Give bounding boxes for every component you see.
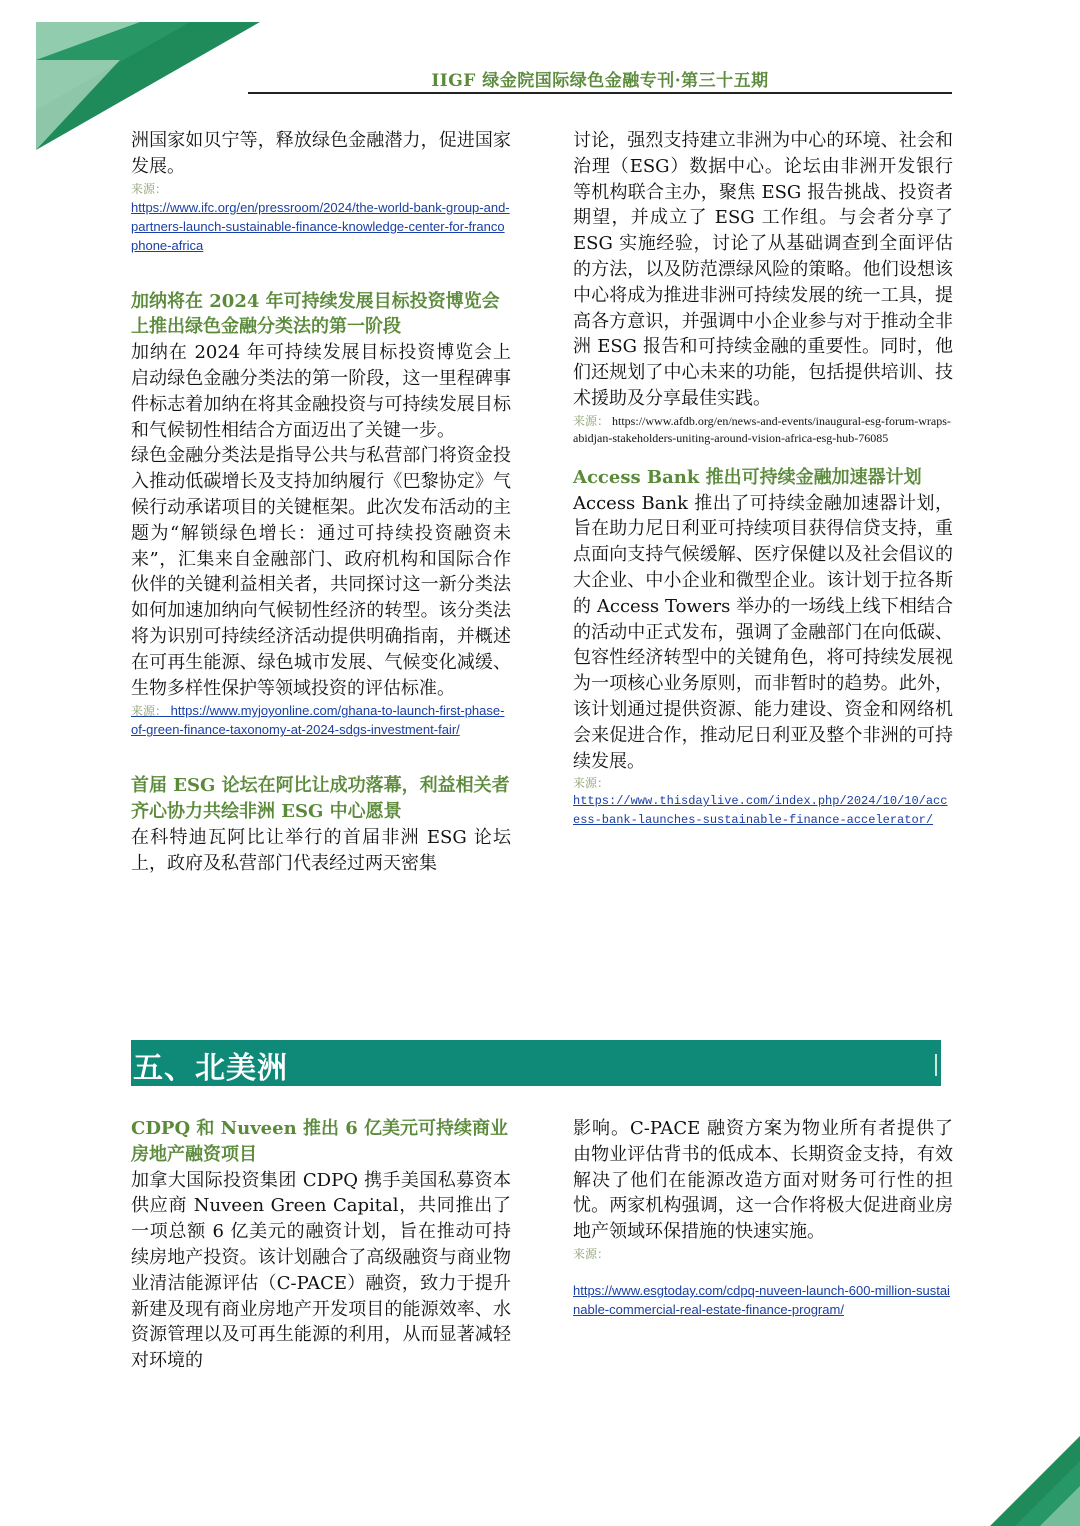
intro-paragraph: 洲国家如贝宁等，释放绿色金融潜力，促进国家发展。 — [131, 130, 511, 177]
source-link[interactable]: https://www.myjoyonline.com/ghana-to-launch-first-phase-of-green-finance-taxonomy-at-2024-sdgs-investment-fair/ — [131, 703, 505, 738]
section-title: 五、北美洲 — [133, 1051, 288, 1086]
source-label: 来源： — [573, 776, 610, 791]
section-header-bar — [131, 1040, 941, 1086]
source-label: 来源： — [131, 704, 168, 719]
corner-decoration-bottom-right — [970, 1416, 1080, 1526]
source-label: 来源： — [573, 413, 610, 428]
article-paragraph: 在科特迪瓦阿比让举行的首届非洲 ESG 论坛上，政府及私营部门代表经过两天密集 — [131, 826, 511, 874]
right-column-top — [573, 128, 953, 830]
section-bar-tick — [935, 1054, 937, 1076]
source-link[interactable]: https://www.thisdaylive.com/index.php/2024/10/10/access-bank-launches-sustainable-finance-accelerator/ — [573, 794, 948, 828]
article-paragraph: 加拿大国际投资集团 CDPQ 携手美国私募资本供应商 Nuveen Green Capital，共同推出了一项总额 6 亿美元的融资计划，旨在推动可持续房地产投资。该计划融合了高级融资与商业物业清洁能源评估（C-PACE）融资，致力于提升新建及现有商业房地产开发项目的能源效率、水资源管理以及可再生能源的利用，从而显著减轻对环境的 — [131, 1169, 511, 1372]
source-line — [573, 412, 953, 447]
source-line — [131, 701, 511, 739]
article-heading: Access Bank 推出可持续金融加速器计划 — [573, 466, 922, 488]
article-heading: 加纳将在 2024 年可持续发展目标投资博览会上推出绿色金融分类法的第一阶段 — [131, 290, 500, 338]
header-title: IIGF 绿金院国际绿色金融专刊·第三十五期 — [431, 71, 769, 91]
header-divider — [248, 92, 952, 94]
article-paragraph: 绿色金融分类法是指导公共与私营部门将资金投入推动低碳增长及支持加纳履行《巴黎协定》气候行动承诺项目的关键框架。此次发布活动的主题为“解锁绿色增长：通过可持续投资融资未来”，汇集来自金融部门、政府机构和国际合作伙伴的关键利益相关者，共同探讨这一新分类法如何加速加纳向气候韧性经济的转型。该分类法将为识别可持续经济活动提供明确指南，并概述在可再生能源、绿色城市发展、气候变化减缓、生物多样性保护等领域投资的评估标准。 — [131, 445, 511, 699]
article-paragraph: 讨论，强烈支持建立非洲为中心的环境、社会和治理（ESG）数据中心。论坛由非洲开发银行等机构联合主办，聚焦 ESG 报告挑战、投资者期望，并成立了 ESG 工作组。与会者分享了 ESG 实施经验，讨论了从基础调查到全面评估的方法，以及防范漂绿风险的策略。他们设想该中心将成为推进非洲可持续发展的统一工具，提高各方意识，并强调中小企业参与对于推动全非洲 ESG 报告和可持续金融的重要性。同时，他们还规划了中心未来的功能，包括提供培训、技术援助及分享最佳实践。 — [573, 130, 953, 409]
source-link[interactable]: https://www.afdb.org/en/news-and-events/inaugural-esg-forum-wraps-abidjan-stakeholders-uniting-around-vision-africa-esg-hub-76085 — [573, 413, 951, 445]
right-column-bottom — [573, 1116, 953, 1319]
article-paragraph: Access Bank 推出了可持续金融加速器计划，旨在助力尼日利亚可持续项目获得信贷支持，重点面向支持气候缓解、医疗保健以及社会倡议的大企业、中小企业和微型企业。该计划于拉各斯的 Access Towers 举办的一场线上线下相结合的活动中正式发布，强调了金融部门在向低碳、包容性经济转型中的关键角色，将可持续发展视为一项核心业务原则，而非暂时的趋势。此外，该计划通过提供资源、能力建设、资金和网络机会来促进合作，推动尼日利亚及整个非洲的可持续发展。 — [573, 492, 953, 772]
source-link[interactable]: https://www.ifc.org/en/pressroom/2024/the-world-bank-group-and-partners-launch-sustainable-finance-knowledge-center-for-francophone-africa — [131, 199, 510, 253]
article-paragraph: 影响。C-PACE 融资方案为物业所有者提供了由物业评估背书的低成本、长期资金支持，有效解决了他们在能源改造方面对财务可行性的担忧。两家机构强调，这一合作将极大促进商业房地产领域环保措施的快速实施。 — [573, 1118, 953, 1243]
article-heading: 首届 ESG 论坛在阿比让成功落幕，利益相关者齐心协力共绘非洲 ESG 中心愿景 — [131, 775, 510, 823]
source-label: 来源： — [131, 181, 168, 196]
article-heading: CDPQ 和 Nuveen 推出 6 亿美元可持续商业房地产融资项目 — [131, 1118, 508, 1165]
left-column-top — [131, 128, 511, 877]
source-label: 来源： — [573, 1246, 610, 1261]
article-paragraph: 加纳在 2024 年可持续发展目标投资博览会上启动绿色金融分类法的第一阶段，这一里程碑事件标志着加纳在将其金融投资与可持续发展目标和气候韧性相结合方面迈出了关键一步。 — [131, 342, 511, 441]
left-column-bottom — [131, 1116, 511, 1374]
source-link[interactable]: https://www.esgtoday.com/cdpq-nuveen-launch-600-million-sustainable-commercial-real-estate-finance-program/ — [573, 1282, 950, 1317]
